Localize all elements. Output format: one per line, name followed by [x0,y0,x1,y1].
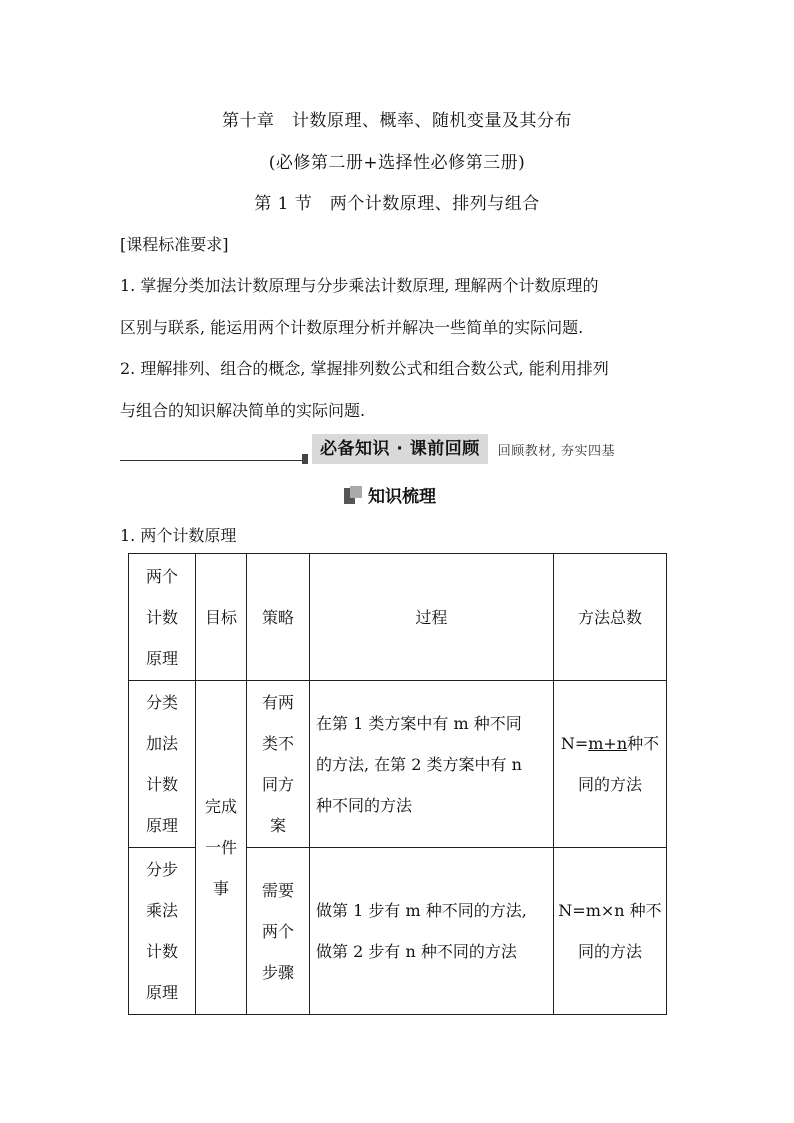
requirement-2-line-2: 与组合的知识解决简单的实际问题. [120,401,366,420]
section-heading-text: 知识梳理 [368,487,436,507]
header-principle: 两个计数原理 [129,554,196,681]
cell-process: 在第 1 类方案中有 m 种不同 的方法, 在第 2 类方案中有 n 种不同的方法 [310,681,554,848]
section-title: 第 1 节 两个计数原理、排列与组合 [254,194,540,214]
banner-title: 必备知识 · 课前回顾 [312,434,488,464]
header-goal: 目标 [196,554,247,681]
table-row [129,681,667,848]
cell-total: N=m×n 种不 同的方法 [554,848,667,1015]
book-reference: (必修第二册+选择性必修第三册) [268,153,526,173]
banner-subtitle: 回顾教材, 夯实四基 [497,443,616,459]
requirement-1-line-2: 区别与联系, 能运用两个计数原理分析并解决一些简单的实际问题. [120,318,584,337]
banner-rule [120,460,302,461]
requirement-2-line-1: 2. 理解排列、组合的概念, 掌握排列数公式和组合数公式, 能利用排列 [120,359,609,378]
cell-total: N=m+n种不 同的方法 [554,681,667,848]
counting-principles-table [128,553,667,1015]
table-header-row [129,554,667,681]
cell-principle: 分类加法计数原理 [129,681,196,848]
header-process: 过程 [310,554,554,681]
cell-strategy: 有两类不同方案 [247,681,310,848]
chapter-title: 第十章 计数原理、概率、随机变量及其分布 [222,111,572,131]
requirements-label: [课程标准要求] [120,235,229,254]
subsection-title: 1. 两个计数原理 [120,526,237,545]
requirement-1-line-1: 1. 掌握分类加法计数原理与分步乘法计数原理, 理解两个计数原理的 [120,276,599,295]
answer-blank: m+n [588,734,628,753]
cell-goal: 完成一件事 [196,681,247,1015]
banner-mark-icon [302,454,308,464]
section-square-icon [344,486,362,504]
knowledge-banner [302,434,615,464]
header-strategy: 策略 [247,554,310,681]
cell-principle: 分步乘法计数原理 [129,848,196,1015]
header-total: 方法总数 [554,554,667,681]
cell-strategy: 需要两个步骤 [247,848,310,1015]
cell-process: 做第 1 步有 m 种不同的方法, 做第 2 步有 n 种不同的方法 [310,848,554,1015]
section-heading [344,482,436,507]
